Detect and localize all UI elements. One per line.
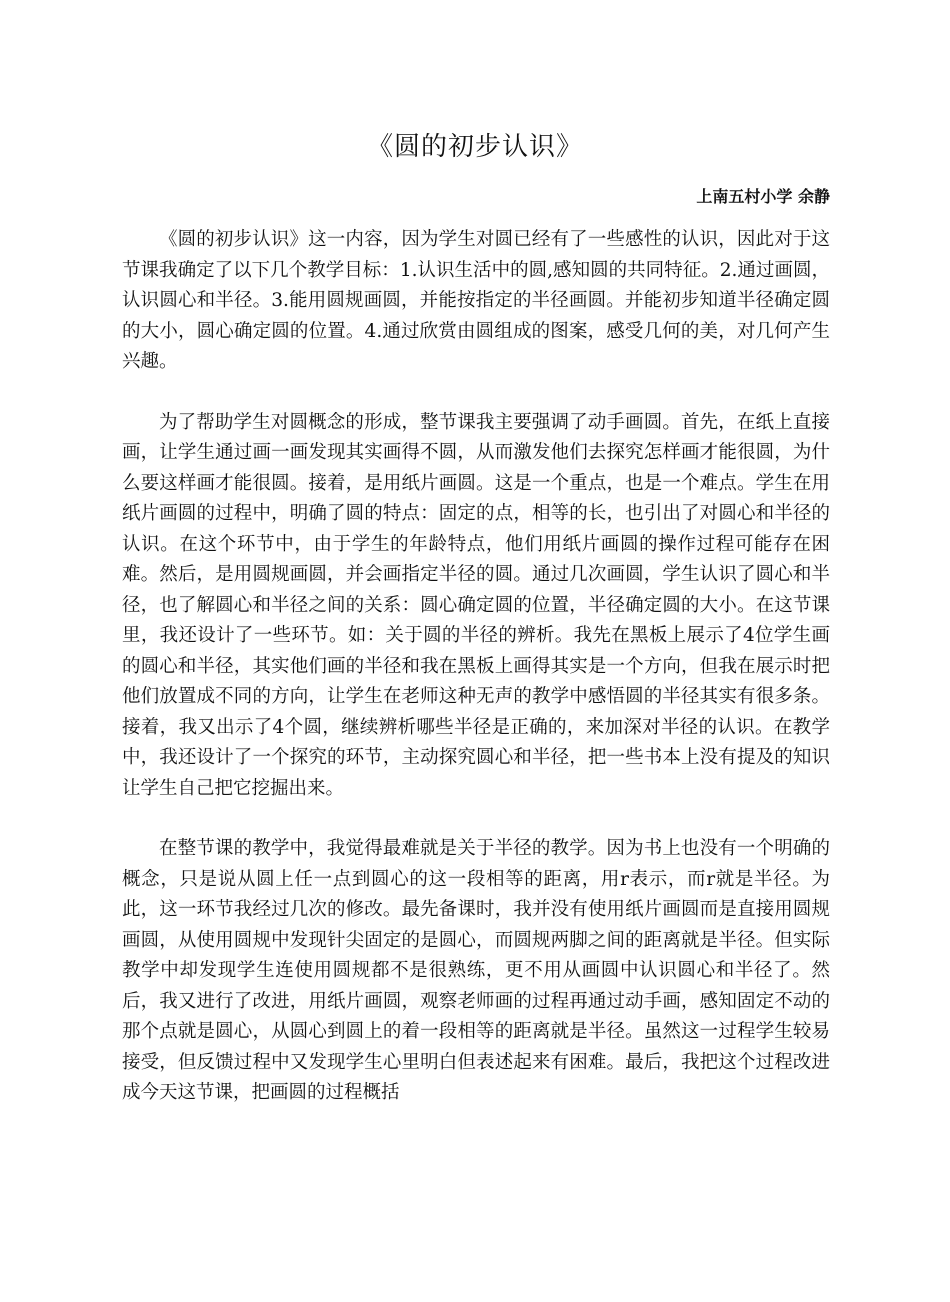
author-line: 上南五村小学 余静 [696, 187, 830, 206]
document-body [122, 225, 830, 1109]
document-title: 《圆的初步认识》 [366, 132, 583, 162]
paragraph-3: 在整节课的教学中，我觉得最难就是关于半径的教学。因为书上也没有一个明确的概念，只是说从圆上任一点到圆心的这一段相等的距离，用r表示，而r就是半径。为此，这一环节我经过几次的修改。最先备课时，我并没有使用纸片画圆而是直接用圆规画圆，从使用圆规中发现针尖固定的是圆心，而圆规两脚之间的距离就是半径。但实际教学中却发现学生连使用圆规都不是很熟练，更不用从画圆中认识圆心和半径了。然后，我又进行了改进，用纸片画圆，观察老师画的过程再通过动手画，感知固定不动的那个点就是圆心，从圆心到圆上的着一段相等的距离就是半径。虽然这一过程学生较易接受，但反馈过程中又发现学生心里明白但表述起来有困难。最后，我把这个过程改进成今天这节课，把画圆的过程概括 [122, 838, 830, 1103]
paragraph-1: 《圆的初步认识》这一内容，因为学生对圆已经有了一些感性的认识，因此对于这节课我确定了以下几个教学目标：1.认识生活中的圆,感知圆的共同特征。2.通过画圆，认识圆心和半径。3.能用圆规画圆，并能按指定的半径画圆。并能初步知道半径确定圆的大小，圆心确定圆的位置。4.通过欣赏由圆组成的图案，感受几何的美，对几何产生兴趣。 [122, 229, 830, 372]
paragraph-2: 为了帮助学生对圆概念的形成，整节课我主要强调了动手画圆。首先，在纸上直接画，让学生通过画一画发现其实画得不圆，从而激发他们去探究怎样画才能很圆，为什么要这样画才能很圆。接着，是用纸片画圆。这是一个重点，也是一个难点。学生在用纸片画圆的过程中，明确了圆的特点：固定的点，相等的长，也引出了对圆心和半径的认识。在这个环节中，由于学生的年龄特点，他们用纸片画圆的操作过程可能存在困难。然后，是用圆规画圆，并会画指定半径的圆。通过几次画圆，学生认识了圆心和半径，也了解圆心和半径之间的关系：圆心确定圆的位置，半径确定圆的大小。在这节课里，我还设计了一些环节。如：关于圆的半径的辨析。我先在黑板上展示了4位学生画的圆心和半径，其实他们画的半径和我在黑板上画得其实是一个方向，但我在展示时把他们放置成不同的方向，让学生在老师这种无声的教学中感悟圆的半径其实有很多条。接着，我又出示了4个圆，继续辨析哪些半径是正确的，来加深对半径的认识。在教学中，我还设计了一个探究的环节，主动探究圆心和半径，把一些书本上没有提及的知识让学生自己把它挖掘出来。 [122, 411, 830, 799]
